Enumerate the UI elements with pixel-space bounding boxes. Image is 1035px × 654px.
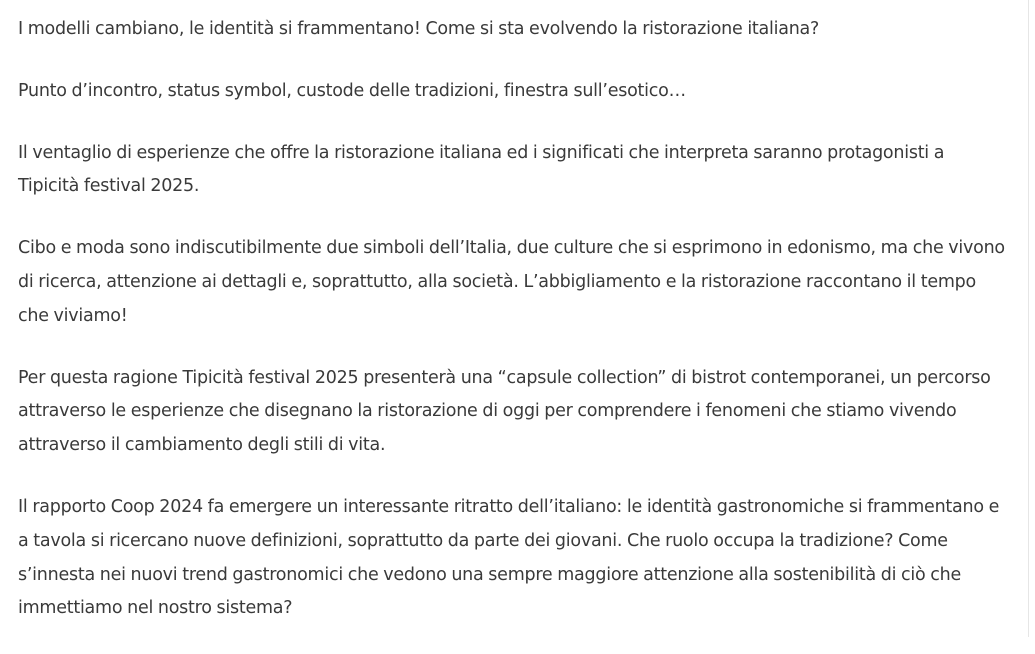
article-body	[18, 13, 1008, 654]
paragraph-roles: Punto d’incontro, status symbol, custode delle tradizioni, finestra sull’esotico…	[18, 80, 686, 101]
paragraph-food-fashion: Cibo e moda sono indiscutibilmente due simboli dell’Italia, due culture che si esprimono in edonismo, ma che vivono di ricerca, attenzione ai dettagli e, soprattutto, alla società. L’abbigliamento e la ristorazione raccontano il tempo che viviamo!	[18, 238, 1005, 326]
paragraph-capsule-collection: Per questa ragione Tipicità festival 2025 presenterà una “capsule collection” di bistrot contemporanei, un percorso attraverso le esperienze che disegnano la ristorazione di oggi per comprendere i fenomeni che stiamo vivendo attraverso il cambiamento degli stili di vita.	[18, 367, 991, 456]
paragraph-coop-report: Il rapporto Coop 2024 fa emergere un interessante ritratto dell’italiano: le identità gastronomiche si frammentano e a tavola si ricercano nuove definizioni, soprattutto da parte dei giovani. Che ruolo occupa la tradizione? Come s’innesta nei nuovi trend gastronomici che vedono una sempre maggiore attenzione alla sostenibilità di ciò che immettiamo nel nostro sistema?	[18, 496, 1000, 619]
paragraph-festival: Il ventaglio di esperienze che offre la ristorazione italiana ed i significati che interpreta saranno protagonisti a Tipicità festival 2025.	[18, 142, 945, 197]
scrollbar[interactable]	[1028, 0, 1035, 637]
paragraph-intro: I modelli cambiano, le identità si frammentano! Come si sta evolvendo la ristorazione italiana?	[18, 19, 820, 39]
